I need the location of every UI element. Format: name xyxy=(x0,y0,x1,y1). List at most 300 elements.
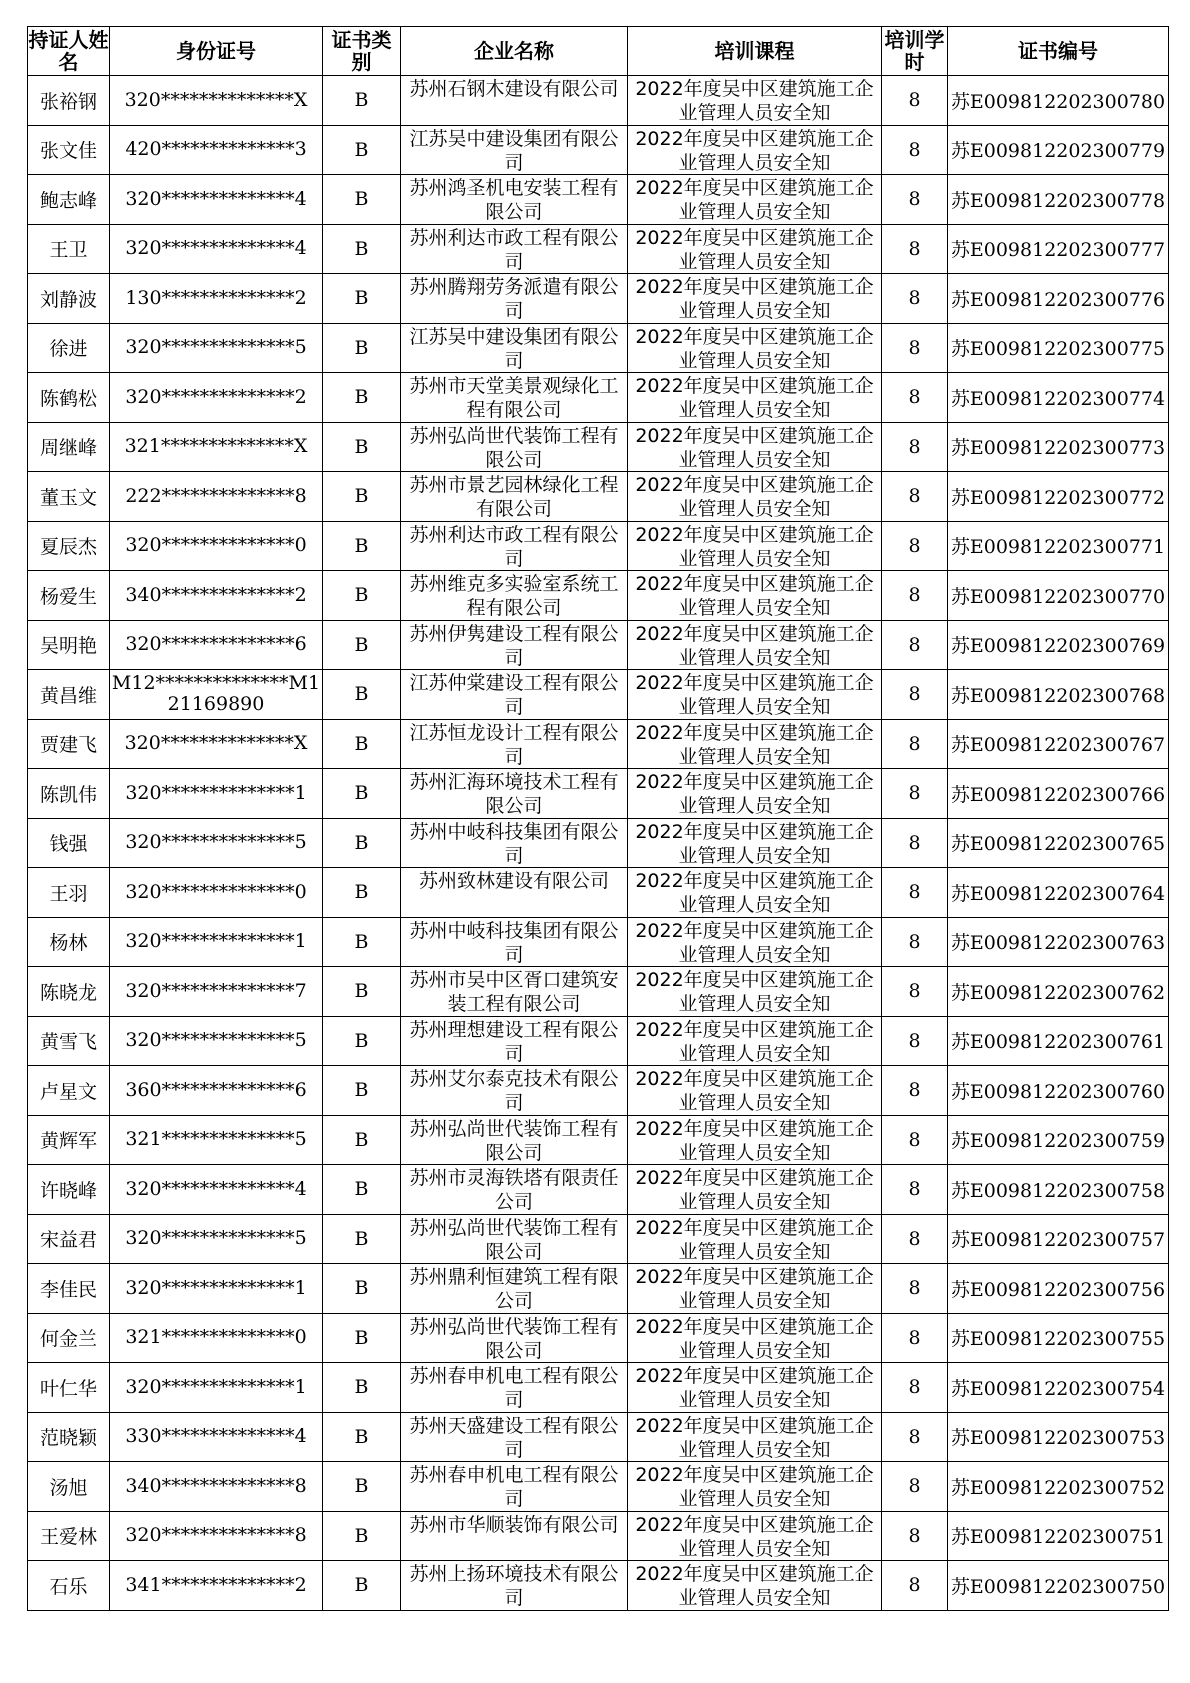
cell-company-text: 苏州致林建设有限公司 xyxy=(418,870,609,893)
cell-course xyxy=(628,868,882,918)
cell-id-number: 320**************5 xyxy=(110,818,323,868)
cell-company xyxy=(401,521,628,571)
cell-course xyxy=(628,1264,882,1314)
cell-id-number: 341**************2 xyxy=(110,1561,323,1611)
cell-cert-number: 苏E009812202300761 xyxy=(948,1016,1169,1066)
cell-hours: 8 xyxy=(882,1313,948,1363)
cell-cert-number: 苏E009812202300770 xyxy=(948,571,1169,621)
cell-course-text: 2022年度吴中区建筑施工企业管理人员安全知 xyxy=(635,424,874,470)
header-company: 企业名称 xyxy=(401,27,628,76)
cell-course-text: 2022年度吴中区建筑施工企业管理人员安全知 xyxy=(635,226,874,272)
cell-cert-class: B xyxy=(323,1363,401,1413)
cell-hours: 8 xyxy=(882,472,948,522)
cell-name: 陈凯伟 xyxy=(28,769,110,819)
cell-name: 陈晓龙 xyxy=(28,967,110,1017)
cell-id-number: 320**************0 xyxy=(110,868,323,918)
cell-course-text: 2022年度吴中区建筑施工企业管理人员安全知 xyxy=(635,1563,874,1609)
cell-cert-number: 苏E009812202300752 xyxy=(948,1462,1169,1512)
table-row xyxy=(28,571,1169,621)
cell-course-text: 2022年度吴中区建筑施工企业管理人员安全知 xyxy=(635,474,874,520)
cell-cert-number: 苏E009812202300773 xyxy=(948,422,1169,472)
cell-cert-number: 苏E009812202300778 xyxy=(948,175,1169,225)
cell-company xyxy=(401,967,628,1017)
cell-company-text: 苏州市景艺园林绿化工程有限公司 xyxy=(409,474,619,520)
cell-course-text: 2022年度吴中区建筑施工企业管理人员安全知 xyxy=(635,1117,874,1163)
cell-company-text: 苏州弘尚世代装饰工程有限公司 xyxy=(409,1117,619,1163)
cell-course xyxy=(628,422,882,472)
header-class: 证书类别 xyxy=(323,27,401,76)
cell-cert-class: B xyxy=(323,1511,401,1561)
cell-course-text: 2022年度吴中区建筑施工企业管理人员安全知 xyxy=(635,1513,874,1559)
cell-cert-number: 苏E009812202300775 xyxy=(948,323,1169,373)
cell-id-number: 320**************5 xyxy=(110,323,323,373)
table-row xyxy=(28,868,1169,918)
cell-id-number: 320**************5 xyxy=(110,1016,323,1066)
cell-course xyxy=(628,1016,882,1066)
table-row xyxy=(28,125,1169,175)
cell-id-number: 320**************0 xyxy=(110,521,323,571)
cell-id-number: 320**************4 xyxy=(110,1165,323,1215)
cell-id-number: 320**************7 xyxy=(110,967,323,1017)
cell-name: 鲍志峰 xyxy=(28,175,110,225)
cell-company-text: 苏州市灵海铁塔有限责任公司 xyxy=(409,1167,619,1213)
cell-company-text: 苏州市吴中区胥口建筑安装工程有限公司 xyxy=(409,969,619,1015)
cell-course xyxy=(628,125,882,175)
cell-course xyxy=(628,1214,882,1264)
cell-name: 贾建飞 xyxy=(28,719,110,769)
header-hours: 培训学时 xyxy=(882,27,948,76)
cell-course xyxy=(628,323,882,373)
table-row xyxy=(28,323,1169,373)
cell-cert-class: B xyxy=(323,1313,401,1363)
cell-id-number: 320**************2 xyxy=(110,373,323,423)
table-row xyxy=(28,818,1169,868)
cell-name: 黄雪飞 xyxy=(28,1016,110,1066)
cell-hours: 8 xyxy=(882,76,948,126)
cell-id-number: 320**************8 xyxy=(110,1511,323,1561)
cell-course-text: 2022年度吴中区建筑施工企业管理人员安全知 xyxy=(635,1365,874,1411)
cell-cert-number: 苏E009812202300760 xyxy=(948,1066,1169,1116)
cell-company xyxy=(401,1066,628,1116)
cell-company xyxy=(401,76,628,126)
cell-course xyxy=(628,719,882,769)
cell-cert-number: 苏E009812202300759 xyxy=(948,1115,1169,1165)
cell-course-text: 2022年度吴中区建筑施工企业管理人员安全知 xyxy=(635,325,874,371)
cell-cert-number: 苏E009812202300754 xyxy=(948,1363,1169,1413)
cell-course-text: 2022年度吴中区建筑施工企业管理人员安全知 xyxy=(635,622,874,668)
table-row xyxy=(28,224,1169,274)
cell-company-text: 苏州天盛建设工程有限公司 xyxy=(409,1414,619,1460)
cell-company-text: 苏州伊隽建设工程有限公司 xyxy=(409,622,619,668)
cell-company xyxy=(401,1412,628,1462)
cell-company-text: 苏州汇海环境技术工程有限公司 xyxy=(409,771,619,817)
cell-course-text: 2022年度吴中区建筑施工企业管理人员安全知 xyxy=(635,969,874,1015)
cell-id-number: 321**************5 xyxy=(110,1115,323,1165)
cell-course xyxy=(628,76,882,126)
cell-course-text: 2022年度吴中区建筑施工企业管理人员安全知 xyxy=(635,1315,874,1361)
cell-company xyxy=(401,719,628,769)
cell-company xyxy=(401,1561,628,1611)
cell-name: 杨爱生 xyxy=(28,571,110,621)
table-row xyxy=(28,1066,1169,1116)
cell-name: 徐进 xyxy=(28,323,110,373)
cell-cert-number: 苏E009812202300762 xyxy=(948,967,1169,1017)
cell-course-text: 2022年度吴中区建筑施工企业管理人员安全知 xyxy=(635,573,874,619)
cell-id-number: 340**************2 xyxy=(110,571,323,621)
table-row xyxy=(28,620,1169,670)
cell-cert-class: B xyxy=(323,1016,401,1066)
cell-course xyxy=(628,1115,882,1165)
cell-name: 李佳民 xyxy=(28,1264,110,1314)
header-cert-no: 证书编号 xyxy=(948,27,1169,76)
cell-course xyxy=(628,1511,882,1561)
cell-company xyxy=(401,868,628,918)
cell-company-text: 江苏吴中建设集团有限公司 xyxy=(409,325,619,371)
cell-hours: 8 xyxy=(882,868,948,918)
cell-course-text: 2022年度吴中区建筑施工企业管理人员安全知 xyxy=(635,523,874,569)
cell-company xyxy=(401,373,628,423)
cell-hours: 8 xyxy=(882,1115,948,1165)
cell-hours: 8 xyxy=(882,769,948,819)
cell-company-text: 苏州春申机电工程有限公司 xyxy=(409,1464,619,1510)
cell-id-number: 320**************1 xyxy=(110,1264,323,1314)
cell-company-text: 苏州维克多实验室系统工程有限公司 xyxy=(409,573,619,619)
cell-cert-class: B xyxy=(323,818,401,868)
cell-cert-class: B xyxy=(323,1412,401,1462)
cell-hours: 8 xyxy=(882,1412,948,1462)
cell-course xyxy=(628,1412,882,1462)
cell-course xyxy=(628,1165,882,1215)
cell-company xyxy=(401,1462,628,1512)
cell-id-number: 420**************3 xyxy=(110,125,323,175)
header-name: 持证人姓名 xyxy=(28,28,109,74)
cell-hours: 8 xyxy=(882,1264,948,1314)
cell-company xyxy=(401,1313,628,1363)
table-row xyxy=(28,1511,1169,1561)
cell-course xyxy=(628,917,882,967)
cell-company-text: 江苏仲棠建设工程有限公司 xyxy=(409,672,619,718)
table-row xyxy=(28,76,1169,126)
cell-course-text: 2022年度吴中区建筑施工企业管理人员安全知 xyxy=(635,78,874,124)
cell-course xyxy=(628,521,882,571)
cell-course-text: 2022年度吴中区建筑施工企业管理人员安全知 xyxy=(635,672,874,718)
cell-hours: 8 xyxy=(882,373,948,423)
cell-cert-class: B xyxy=(323,967,401,1017)
cell-course-text: 2022年度吴中区建筑施工企业管理人员安全知 xyxy=(635,127,874,173)
cell-course-text: 2022年度吴中区建筑施工企业管理人员安全知 xyxy=(635,1068,874,1114)
cell-company xyxy=(401,1165,628,1215)
cell-company xyxy=(401,472,628,522)
cell-id-number: 320**************5 xyxy=(110,1214,323,1264)
cell-hours: 8 xyxy=(882,818,948,868)
cell-id-number: 222**************8 xyxy=(110,472,323,522)
cell-cert-number: 苏E009812202300756 xyxy=(948,1264,1169,1314)
cell-hours: 8 xyxy=(882,224,948,274)
cell-course xyxy=(628,1066,882,1116)
cell-id-number: 320**************1 xyxy=(110,1363,323,1413)
cell-name: 宋益君 xyxy=(28,1214,110,1264)
table-row xyxy=(28,373,1169,423)
cell-course xyxy=(628,967,882,1017)
cell-hours: 8 xyxy=(882,274,948,324)
cell-course-text: 2022年度吴中区建筑施工企业管理人员安全知 xyxy=(635,771,874,817)
cell-cert-number: 苏E009812202300755 xyxy=(948,1313,1169,1363)
cell-company xyxy=(401,917,628,967)
table-row xyxy=(28,1214,1169,1264)
cell-cert-class: B xyxy=(323,1561,401,1611)
cell-cert-class: B xyxy=(323,620,401,670)
cell-name: 黄昌维 xyxy=(28,670,110,720)
cell-cert-number: 苏E009812202300757 xyxy=(948,1214,1169,1264)
cell-company-text: 苏州弘尚世代装饰工程有限公司 xyxy=(409,1315,619,1361)
cell-name: 董玉文 xyxy=(28,472,110,522)
cell-id-number: 330**************4 xyxy=(110,1412,323,1462)
cell-cert-class: B xyxy=(323,1462,401,1512)
cell-hours: 8 xyxy=(882,670,948,720)
cell-cert-number: 苏E009812202300776 xyxy=(948,274,1169,324)
cell-course xyxy=(628,274,882,324)
cell-cert-number: 苏E009812202300764 xyxy=(948,868,1169,918)
cell-hours: 8 xyxy=(882,1561,948,1611)
cell-cert-class: B xyxy=(323,719,401,769)
cell-company-text: 苏州市华顺装饰有限公司 xyxy=(409,1513,619,1536)
cell-cert-number: 苏E009812202300763 xyxy=(948,917,1169,967)
cell-id-number: 320**************4 xyxy=(110,224,323,274)
cell-course xyxy=(628,224,882,274)
cell-cert-number: 苏E009812202300780 xyxy=(948,76,1169,126)
cell-company xyxy=(401,422,628,472)
cell-course-text: 2022年度吴中区建筑施工企业管理人员安全知 xyxy=(635,1464,874,1510)
cell-hours: 8 xyxy=(882,967,948,1017)
cell-cert-class: B xyxy=(323,373,401,423)
cell-name: 何金兰 xyxy=(28,1313,110,1363)
cell-company xyxy=(401,1214,628,1264)
table-row xyxy=(28,1462,1169,1512)
cell-course xyxy=(628,472,882,522)
cell-course xyxy=(628,373,882,423)
cell-cert-number: 苏E009812202300767 xyxy=(948,719,1169,769)
cell-hours: 8 xyxy=(882,1066,948,1116)
cell-hours: 8 xyxy=(882,1214,948,1264)
table-row xyxy=(28,769,1169,819)
table-row xyxy=(28,1264,1169,1314)
cell-cert-class: B xyxy=(323,521,401,571)
cell-course-text: 2022年度吴中区建筑施工企业管理人员安全知 xyxy=(635,375,874,421)
cell-company-text: 苏州上扬环境技术有限公司 xyxy=(409,1563,619,1609)
cell-course xyxy=(628,1363,882,1413)
cell-course-text: 2022年度吴中区建筑施工企业管理人员安全知 xyxy=(635,919,874,965)
cell-course-text: 2022年度吴中区建筑施工企业管理人员安全知 xyxy=(635,1414,874,1460)
cell-course xyxy=(628,1561,882,1611)
cell-company xyxy=(401,224,628,274)
cell-course-text: 2022年度吴中区建筑施工企业管理人员安全知 xyxy=(635,1018,874,1064)
cell-company xyxy=(401,769,628,819)
cell-name: 张文佳 xyxy=(28,125,110,175)
cell-course xyxy=(628,1462,882,1512)
cell-name: 陈鹤松 xyxy=(28,373,110,423)
table-row xyxy=(28,521,1169,571)
cell-hours: 8 xyxy=(882,521,948,571)
cell-course xyxy=(628,1313,882,1363)
cell-hours: 8 xyxy=(882,917,948,967)
table-row xyxy=(28,472,1169,522)
cell-cert-class: B xyxy=(323,1066,401,1116)
cell-company xyxy=(401,620,628,670)
cell-company-text: 江苏吴中建设集团有限公司 xyxy=(409,127,619,173)
table-row xyxy=(28,670,1169,720)
certificate-table xyxy=(27,26,1169,1611)
cell-company-text: 江苏恒龙设计工程有限公司 xyxy=(409,721,619,767)
cell-hours: 8 xyxy=(882,125,948,175)
cell-course-text: 2022年度吴中区建筑施工企业管理人员安全知 xyxy=(635,870,874,916)
cell-hours: 8 xyxy=(882,1016,948,1066)
cell-cert-number: 苏E009812202300774 xyxy=(948,373,1169,423)
cell-name: 范晓颖 xyxy=(28,1412,110,1462)
cell-name: 刘静波 xyxy=(28,274,110,324)
cell-cert-number: 苏E009812202300751 xyxy=(948,1511,1169,1561)
cell-cert-class: B xyxy=(323,868,401,918)
cell-course xyxy=(628,818,882,868)
cell-id-number: 321**************X xyxy=(110,422,323,472)
table-row xyxy=(28,175,1169,225)
cell-company xyxy=(401,274,628,324)
cell-name: 王爱林 xyxy=(28,1511,110,1561)
cell-hours: 8 xyxy=(882,620,948,670)
cell-company-text: 苏州弘尚世代装饰工程有限公司 xyxy=(409,1216,619,1262)
cell-hours: 8 xyxy=(882,1511,948,1561)
cell-company xyxy=(401,1363,628,1413)
cell-cert-number: 苏E009812202300777 xyxy=(948,224,1169,274)
cell-cert-number: 苏E009812202300772 xyxy=(948,472,1169,522)
table-row xyxy=(28,917,1169,967)
cell-id-number: M12**************M121169890 xyxy=(110,670,323,720)
cell-name: 钱强 xyxy=(28,818,110,868)
cell-course xyxy=(628,769,882,819)
table-row xyxy=(28,1016,1169,1066)
cell-id-number: 340**************8 xyxy=(110,1462,323,1512)
cell-hours: 8 xyxy=(882,571,948,621)
cell-cert-class: B xyxy=(323,323,401,373)
cell-company-text: 苏州理想建设工程有限公司 xyxy=(409,1018,619,1064)
cell-company xyxy=(401,125,628,175)
cell-cert-class: B xyxy=(323,1264,401,1314)
cell-cert-class: B xyxy=(323,422,401,472)
cell-course xyxy=(628,175,882,225)
cell-hours: 8 xyxy=(882,323,948,373)
cell-company xyxy=(401,1511,628,1561)
table-row xyxy=(28,1412,1169,1462)
cell-cert-class: B xyxy=(323,274,401,324)
cell-company xyxy=(401,323,628,373)
cell-name: 黄辉军 xyxy=(28,1115,110,1165)
cell-course xyxy=(628,620,882,670)
cell-name: 石乐 xyxy=(28,1561,110,1611)
cell-cert-number: 苏E009812202300765 xyxy=(948,818,1169,868)
cell-company xyxy=(401,818,628,868)
cell-name: 汤旭 xyxy=(28,1462,110,1512)
cell-id-number: 321**************0 xyxy=(110,1313,323,1363)
cell-company-text: 苏州弘尚世代装饰工程有限公司 xyxy=(409,424,619,470)
cell-company xyxy=(401,670,628,720)
cell-company xyxy=(401,571,628,621)
cell-hours: 8 xyxy=(882,1363,948,1413)
cell-id-number: 360**************6 xyxy=(110,1066,323,1116)
cell-id-number: 320**************X xyxy=(110,76,323,126)
cell-cert-class: B xyxy=(323,224,401,274)
cell-course-text: 2022年度吴中区建筑施工企业管理人员安全知 xyxy=(635,820,874,866)
table-row xyxy=(28,422,1169,472)
cell-name: 夏辰杰 xyxy=(28,521,110,571)
table-row xyxy=(28,1165,1169,1215)
table-row xyxy=(28,1561,1169,1611)
cell-name: 卢星文 xyxy=(28,1066,110,1116)
cell-hours: 8 xyxy=(882,1165,948,1215)
cell-cert-number: 苏E009812202300771 xyxy=(948,521,1169,571)
cell-name: 许晓峰 xyxy=(28,1165,110,1215)
table-row xyxy=(28,1313,1169,1363)
cell-course-text: 2022年度吴中区建筑施工企业管理人员安全知 xyxy=(635,177,874,223)
cell-name: 叶仁华 xyxy=(28,1363,110,1413)
cell-cert-class: B xyxy=(323,472,401,522)
cell-name: 张裕钢 xyxy=(28,76,110,126)
cell-cert-class: B xyxy=(323,125,401,175)
cell-cert-class: B xyxy=(323,670,401,720)
cell-hours: 8 xyxy=(882,175,948,225)
cell-cert-number: 苏E009812202300768 xyxy=(948,670,1169,720)
cell-company xyxy=(401,1264,628,1314)
cell-cert-number: 苏E009812202300750 xyxy=(948,1561,1169,1611)
table-header-row xyxy=(28,27,1169,76)
cell-company xyxy=(401,1115,628,1165)
cell-course-text: 2022年度吴中区建筑施工企业管理人员安全知 xyxy=(635,1266,874,1312)
cell-cert-number: 苏E009812202300766 xyxy=(948,769,1169,819)
cell-cert-class: B xyxy=(323,571,401,621)
cell-name: 王卫 xyxy=(28,224,110,274)
cell-cert-class: B xyxy=(323,769,401,819)
cell-hours: 8 xyxy=(882,1462,948,1512)
cell-cert-number: 苏E009812202300769 xyxy=(948,620,1169,670)
cell-course-text: 2022年度吴中区建筑施工企业管理人员安全知 xyxy=(635,1167,874,1213)
cell-company-text: 苏州利达市政工程有限公司 xyxy=(409,226,619,272)
cell-company-text: 苏州中岐科技集团有限公司 xyxy=(409,919,619,965)
cell-company-text: 苏州春申机电工程有限公司 xyxy=(409,1365,619,1411)
cell-cert-class: B xyxy=(323,1165,401,1215)
cell-company xyxy=(401,1016,628,1066)
cell-name: 周继峰 xyxy=(28,422,110,472)
cell-company-text: 苏州鸿圣机电安装工程有限公司 xyxy=(409,177,619,223)
header-id: 身份证号 xyxy=(110,27,323,76)
cell-id-number: 320**************1 xyxy=(110,769,323,819)
cell-id-number: 320**************X xyxy=(110,719,323,769)
cell-id-number: 320**************1 xyxy=(110,917,323,967)
cell-hours: 8 xyxy=(882,719,948,769)
cell-company-text: 苏州石钢木建设有限公司 xyxy=(409,78,619,101)
table-row xyxy=(28,719,1169,769)
cell-name: 王羽 xyxy=(28,868,110,918)
cell-company xyxy=(401,175,628,225)
cell-id-number: 320**************4 xyxy=(110,175,323,225)
cell-id-number: 130**************2 xyxy=(110,274,323,324)
cell-company-text: 苏州艾尔泰克技术有限公司 xyxy=(409,1068,619,1114)
header-course: 培训课程 xyxy=(628,27,882,76)
cell-cert-class: B xyxy=(323,175,401,225)
cell-cert-class: B xyxy=(323,76,401,126)
cell-course-text: 2022年度吴中区建筑施工企业管理人员安全知 xyxy=(635,276,874,322)
cell-hours: 8 xyxy=(882,422,948,472)
cell-company-text: 苏州鼎利恒建筑工程有限公司 xyxy=(409,1266,619,1312)
cell-company-text: 苏州利达市政工程有限公司 xyxy=(409,523,619,569)
cell-id-number: 320**************6 xyxy=(110,620,323,670)
